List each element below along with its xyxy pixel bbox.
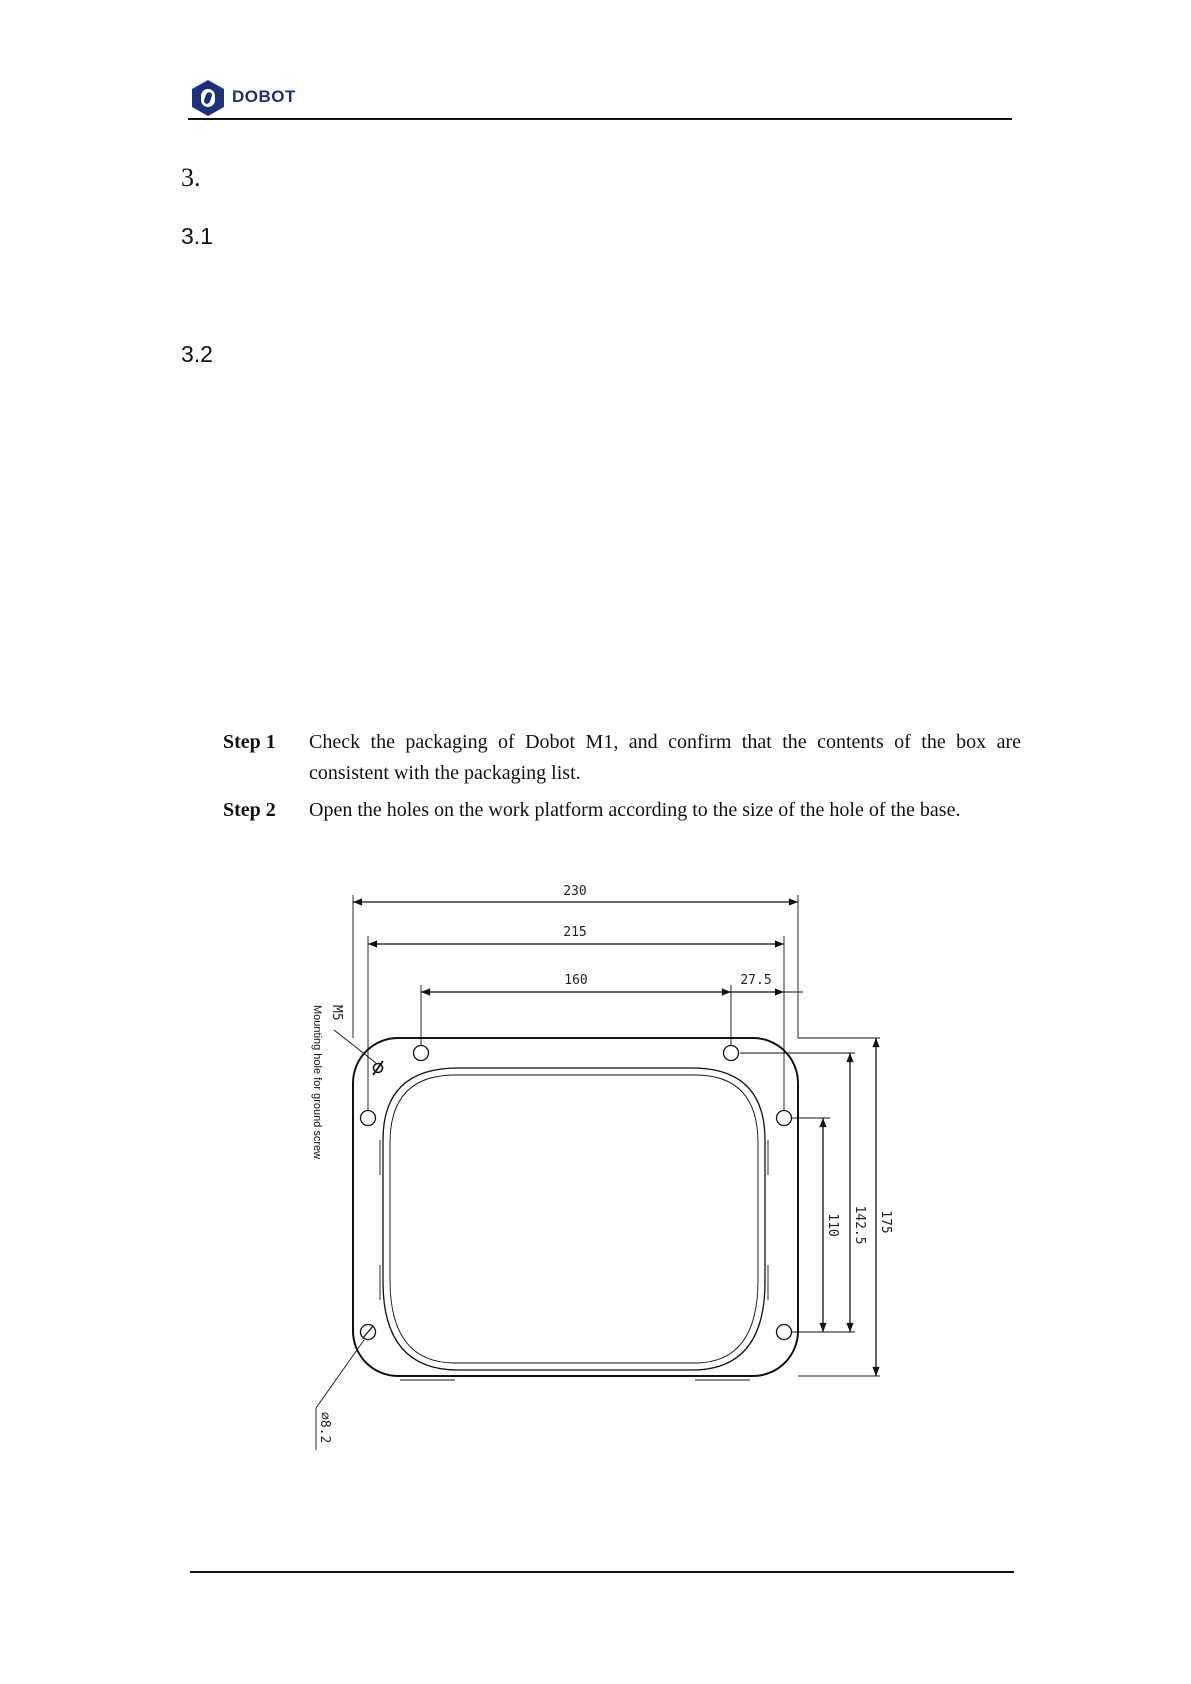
inner-cutout-inner-outline	[390, 1075, 758, 1363]
ground-screw-note: Mounting hole for ground screw	[311, 1005, 323, 1160]
mounting-hole-top-left	[414, 1046, 429, 1061]
step-1-text: Check the packaging of Dobot M1, and confirm that the contents of the box are consistent with the packaging list.	[309, 731, 1021, 784]
logo-wordmark: DOBOT	[232, 87, 296, 106]
dim-text-27-5: 27.5	[740, 973, 772, 988]
footer-rule	[190, 1571, 1014, 1573]
base-plate-outline	[353, 1038, 798, 1376]
dim-text-175: 175	[878, 1210, 893, 1234]
mounting-hole-left	[361, 1111, 376, 1126]
mounting-hole-top-right	[724, 1046, 739, 1061]
chapter-number: 3.	[181, 163, 201, 192]
dim-text-215: 215	[563, 925, 587, 940]
dim-text-160: 160	[564, 973, 588, 988]
mounting-hole-right-lower	[777, 1325, 792, 1340]
inner-cutout-outline	[383, 1068, 765, 1370]
dim-text-142-5: 142.5	[852, 1205, 867, 1245]
section-number-3-1: 3.1	[181, 223, 213, 249]
mounting-hole-right-upper	[777, 1111, 792, 1126]
dim-text-230: 230	[563, 884, 587, 899]
step-2-label: Step 2	[223, 799, 276, 821]
screw-size-label: M5	[329, 1005, 344, 1021]
step-2-text: Open the holes on the work platform according to the size of the hole of the base.	[309, 799, 961, 821]
dim-text-110: 110	[825, 1213, 840, 1237]
step-1-label: Step 1	[223, 731, 276, 753]
hole-diameter-label: ∅8.2	[317, 1412, 332, 1444]
section-number-3-2: 3.2	[181, 341, 213, 367]
